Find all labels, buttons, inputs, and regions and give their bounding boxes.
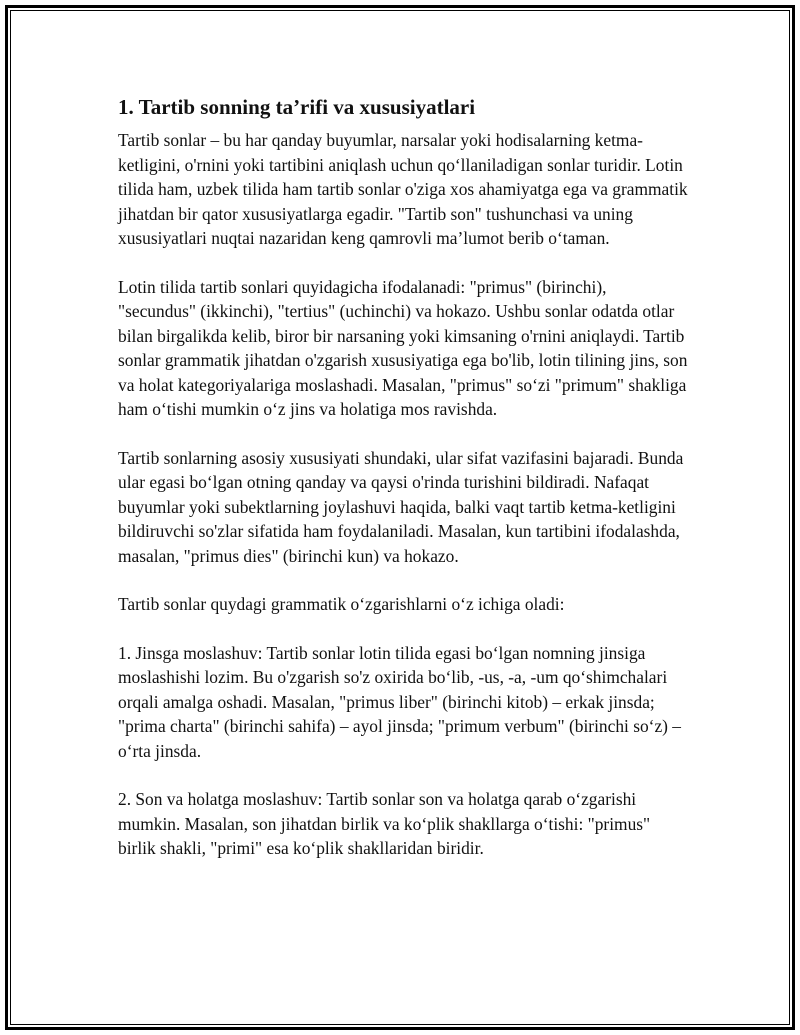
paragraph-latin-forms: Lotin tilida tartib sonlari quyidagicha ifodalanadi: "primus" (birinchi), "secundus" (ikkinchi), "tertius" (uchinchi) va hokazo. Ushbu sonlar odatda otlar bilan birgalikda kelib, biror bir narsaning yoki kimsaning o'rnini aniqlaydi. Tartib sonlar grammatik jihatdan o'zgarish xususiyatiga ega bo'lib, lotin tilining jins, son va holat kategoriyalariga moslashadi. Masalan, "primus" so‘zi "primum" shakliga ham o‘tishi mumkin o‘z jins va holatiga mos ravishda. bbox=[118, 276, 688, 419]
paragraph-changes-intro: Tartib sonlar quydagi grammatik o‘zgarishlarni o‘z ichiga oladi: bbox=[118, 594, 565, 614]
document-body bbox=[118, 92, 688, 885]
paragraph-definition: Tartib sonlar – bu har qanday buyumlar, narsalar yoki hodisalarning ketma-ketligini, o'rnini yoki tartibini aniqlash uchun qo‘llaniladigan sonlar turidir. Lotin tilida ham, uzbek tilida ham tartib sonlar o'ziga xos ahamiyatga ega va grammatik jihatdan bir qator xususiyatlarga egadir. "Tartib son" tushunchasi va uning xususiyatlari nuqtai nazaridan keng qamrovli ma’lumot berib o‘taman. bbox=[118, 130, 688, 248]
paragraph-gender-agreement: 1. Jinsga moslashuv: Tartib sonlar lotin tilida egasi bo‘lgan nomning jinsiga moslashishi lozim. Bu o'zgarish so'z oxirida bo‘lib, -us, -a, -um qo‘shimchalari orqali amalga oshadi. Masalan, "primus liber" (birinchi kitob) – erkak jinsda; "prima charta" (birinchi sahifa) – ayol jinsda; "primum verbum" (birinchi so‘z) – o‘rta jinsda. bbox=[118, 642, 681, 761]
section-heading: 1. Tartib sonning ta’rifi va xususiyatlari bbox=[118, 95, 476, 119]
paragraph-adjective-role: Tartib sonlarning asosiy xususiyati shundaki, ular sifat vazifasini bajaradi. Bunda ular egasi bo‘lgan otning qanday va qaysi o'rinda turishini bildiradi. Nafaqat buyumlar yoki subektlarning joylashuvi haqida, balki vaqt tartib ketma-ketligini bildiruvchi so'zlar sifatida ham foydalaniladi. Masalan, kun tartibini ifodalashda, masalan, "primus dies" (birinchi kun) va hokazo. bbox=[118, 447, 684, 566]
paragraph-number-case-agreement: 2. Son va holatga moslashuv: Tartib sonlar son va holatga qarab o‘zgarishi mumkin. Masalan, son jihatdan birlik va ko‘plik shakllarga o‘tishi: "primus" birlik shakli, "primi" esa ko‘plik shakllaridan biridir. bbox=[118, 789, 651, 858]
